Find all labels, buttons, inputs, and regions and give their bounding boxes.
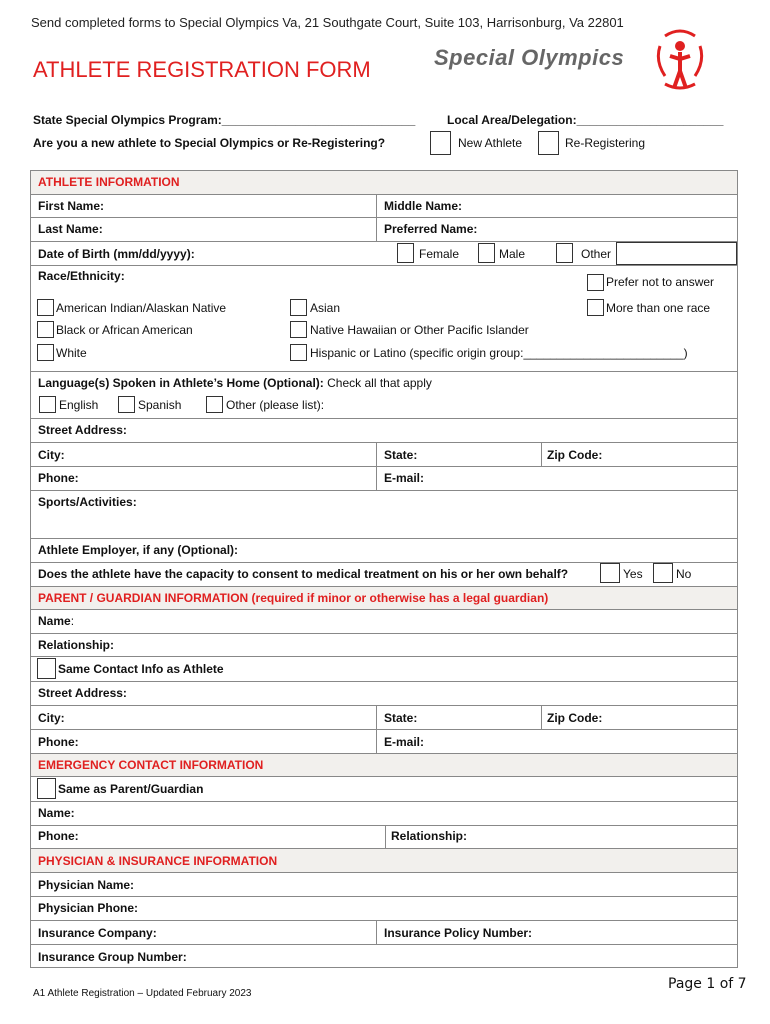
english-checkbox[interactable] [39,396,56,413]
emergency-phone-label[interactable]: Phone: [38,829,79,843]
other-language-checkbox[interactable] [206,396,223,413]
consent-question: Does the athlete have the capacity to consent to medical treatment on his or her own behalf? [38,567,569,581]
asian-label: Asian [310,301,341,315]
english-label: English [59,398,99,412]
guardian-name-label: Name [38,614,71,628]
state-program-field[interactable]: State Special Olympics Program:_____________________________ [33,113,416,127]
insurance-group-label[interactable]: Insurance Group Number: [38,950,187,964]
hawaiian-label: Native Hawaiian or Other Pacific Islander [310,323,529,337]
local-area-field[interactable]: Local Area/Delegation:______________________ [447,113,724,127]
more-than-one-race-checkbox[interactable] [587,299,604,316]
prefer-not-checkbox[interactable] [587,274,604,291]
female-label: Female [419,247,460,261]
form-title: ATHLETE REGISTRATION FORM [33,57,371,82]
other-gender-checkbox[interactable] [556,243,573,263]
last-name-label[interactable]: Last Name: [38,222,103,236]
first-name-label[interactable]: First Name: [38,199,105,213]
male-label: Male [499,247,526,261]
new-athlete-checkbox[interactable] [430,131,451,155]
new-athlete-label: New Athlete [458,136,523,150]
other-language-label: Other (please list): [226,398,325,412]
female-checkbox[interactable] [397,243,414,263]
guardian-relationship-label[interactable]: Relationship: [38,638,115,652]
languages-instruction: Check all that apply [323,376,432,390]
guardian-street-label[interactable]: Street Address: [38,686,127,700]
guardian-state-label[interactable]: State: [384,711,418,725]
phone-label[interactable]: Phone: [38,471,79,485]
black-label: Black or African American [56,323,193,337]
state-label[interactable]: State: [384,448,418,462]
white-label: White [56,346,87,360]
spanish-checkbox[interactable] [118,396,135,413]
american-indian-label: American Indian/Alaskan Native [56,301,227,315]
consent-yes-checkbox[interactable] [600,563,620,583]
footer-version: A1 Athlete Registration – Updated February 2023 [33,988,252,999]
physician-phone-label[interactable]: Physician Phone: [38,901,139,915]
languages-line [38,377,432,389]
new-athlete-question: Are you a new athlete to Special Olympics or Re-Registering? [33,136,386,150]
more-than-one-race-label: More than one race [606,301,711,315]
physician-heading: PHYSICIAN & INSURANCE INFORMATION [38,854,278,868]
emergency-name-label[interactable]: Name: [38,806,75,820]
sports-label[interactable]: Sports/Activities: [38,495,137,509]
consent-no-checkbox[interactable] [653,563,673,583]
prefer-not-label: Prefer not to answer [606,275,715,289]
american-indian-checkbox[interactable] [37,299,54,316]
guardian-name-colon: : [70,614,75,628]
special-olympics-emblem-icon [655,26,705,96]
preferred-name-label[interactable]: Preferred Name: [384,222,478,236]
city-label[interactable]: City: [38,448,65,462]
hispanic-checkbox[interactable] [290,344,307,361]
employer-label[interactable]: Athlete Employer, if any (Optional): [38,543,239,557]
hispanic-label: Hispanic or Latino (specific origin group:________________________) [310,346,688,360]
guardian-email-label[interactable]: E-mail: [384,735,425,749]
insurance-policy-label[interactable]: Insurance Policy Number: [384,926,533,940]
re-registering-checkbox[interactable] [538,131,559,155]
zip-code-label[interactable]: Zip Code: [547,448,603,462]
same-contact-checkbox[interactable] [37,658,56,679]
guardian-zip-label[interactable]: Zip Code: [547,711,603,725]
consent-yes-label: Yes [623,567,643,581]
black-checkbox[interactable] [37,321,54,338]
asian-checkbox[interactable] [290,299,307,316]
special-olympics-logo-text: Special Olympics [434,45,625,70]
hawaiian-checkbox[interactable] [290,321,307,338]
male-checkbox[interactable] [478,243,495,263]
dob-label[interactable]: Date of Birth (mm/dd/yyyy): [38,247,195,261]
emergency-heading: EMERGENCY CONTACT INFORMATION [38,758,264,772]
physician-name-label[interactable]: Physician Name: [38,878,135,892]
page-number: Page 1 of 7 [668,976,747,992]
email-label[interactable]: E-mail: [384,471,425,485]
insurance-company-label[interactable]: Insurance Company: [38,926,157,940]
same-as-guardian-checkbox[interactable] [37,778,56,799]
guardian-phone-label[interactable]: Phone: [38,735,79,749]
middle-name-label[interactable]: Middle Name: [384,199,463,213]
guardian-name-field[interactable] [38,615,74,627]
same-as-guardian-label: Same as Parent/Guardian [58,782,204,796]
emergency-relationship-label[interactable]: Relationship: [391,829,468,843]
spanish-label: Spanish [138,398,182,412]
mailing-address-line: Send completed forms to Special Olympics Va, 21 Southgate Court, Suite 103, Harrisonburg, Va 22801 [31,15,624,30]
white-checkbox[interactable] [37,344,54,361]
street-address-label[interactable]: Street Address: [38,423,127,437]
languages-label: Language(s) Spoken in Athlete’s Home (Optional): [38,376,324,390]
same-contact-label: Same Contact Info as Athlete [58,662,224,676]
race-label: Race/Ethnicity: [38,269,125,283]
other-gender-label: Other [581,247,612,261]
consent-no-label: No [676,567,692,581]
athlete-info-heading: ATHLETE INFORMATION [38,175,180,189]
guardian-city-label[interactable]: City: [38,711,65,725]
re-registering-label: Re-Registering [565,136,646,150]
other-gender-text-field[interactable] [616,242,737,265]
guardian-heading: PARENT / GUARDIAN INFORMATION (required if minor or otherwise has a legal guardian) [38,591,549,605]
